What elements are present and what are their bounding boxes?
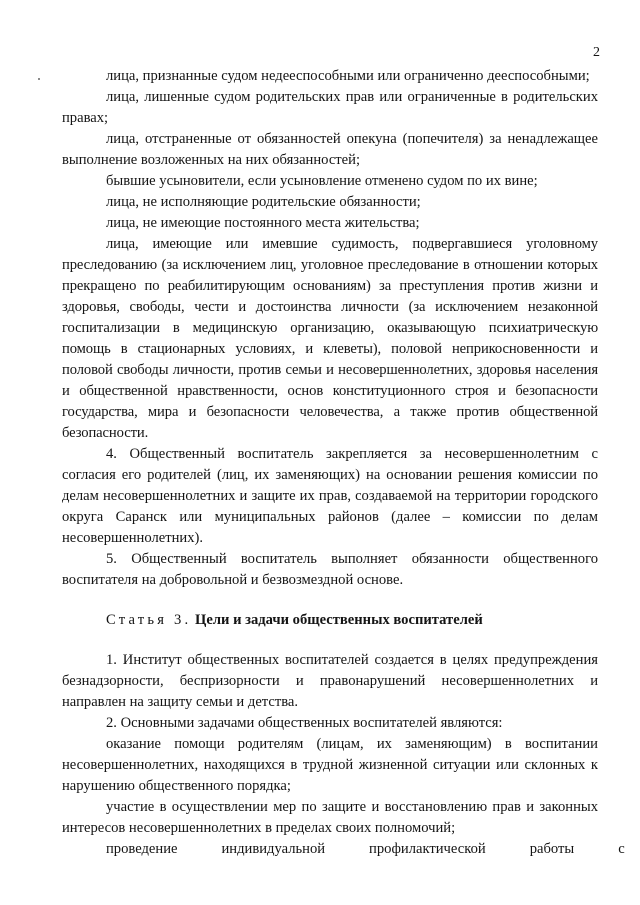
- paragraph: лица, не исполняющие родительские обязанности;: [106, 194, 421, 210]
- article-heading: [62, 610, 598, 631]
- paragraph: лица, не имеющие постоянного места жительства;: [106, 215, 420, 231]
- paragraph: 1. Институт общественных воспитателей создается в целях предупреждения безнадзорности, беспризорности и правонарушений несовершеннолетних и направлен на защиту семьи и детства.: [62, 652, 598, 710]
- word: индивидуальной: [221, 841, 326, 857]
- word: с: [618, 841, 625, 857]
- paragraph: бывшие усыновители, если усыновление отменено судом по их вине;: [106, 173, 538, 189]
- page-number: 2: [593, 45, 600, 60]
- paragraph: лица, признанные судом недееспособными или ограниченно дееспособными;: [106, 68, 590, 84]
- paragraph: 4. Общественный воспитатель закрепляется за несовершеннолетним с согласия его родителей (лиц, их заменяющих) на основании решения комиссии по делам несовершеннолетних и защите их прав, создаваемой на территории городского округа Саранск или муниципальных районов (далее – комиссии по делам несовершеннолетних).: [62, 446, 598, 546]
- paragraph: лица, имеющие или имевшие судимость, подвергавшиеся уголовному преследованию (за исключением лиц, уголовное преследование в отношении которых прекращено по реабилитирующим основаниям) за преступления против жизни и здоровья, свободы, чести и достоинства личности (за исключением незаконной госпитализации в медицинскую организацию, оказывающую психиатрическую помощь в стационарных условиях, и клеветы), половой неприкосновенности и половой свободы личности, против семьи и несовершеннолетних, здоровья населения и общественной нравственности, основ конституционного строя и безопасности государства, мира и безопасности человечества, а также против общественной безопасности.: [62, 236, 598, 441]
- word: профилактической: [369, 841, 486, 857]
- paragraph: лица, отстраненные от обязанностей опекуна (попечителя) за ненадлежащее выполнение возложенных на них обязанностей;: [62, 131, 598, 168]
- word: проведение: [106, 841, 178, 857]
- word: работы: [529, 841, 575, 857]
- paragraph: 2. Основными задачами общественных воспитателей являются:: [106, 715, 503, 731]
- paragraph-last-line: [62, 839, 625, 860]
- article-title: Цели и задачи общественных воспитателей: [195, 612, 483, 628]
- spacer: [62, 591, 598, 610]
- document-body: [62, 66, 625, 860]
- spacer: [62, 631, 598, 650]
- scan-speck: [38, 78, 40, 80]
- paragraph: оказание помощи родителям (лицам, их заменяющим) в воспитании несовершеннолетних, находящихся в трудной жизненной ситуации или склонных к нарушению общественного порядка;: [62, 736, 598, 794]
- paragraph: лица, лишенные судом родительских прав или ограниченные в родительских правах;: [62, 89, 598, 126]
- paragraph: 5. Общественный воспитатель выполняет обязанности общественного воспитателя на добровольной и безвозмездной основе.: [62, 551, 598, 588]
- paragraph: участие в осуществлении мер по защите и восстановлению прав и законных интересов несовершеннолетних в пределах своих полномочий;: [62, 799, 598, 836]
- article-label: Статья 3.: [106, 612, 192, 628]
